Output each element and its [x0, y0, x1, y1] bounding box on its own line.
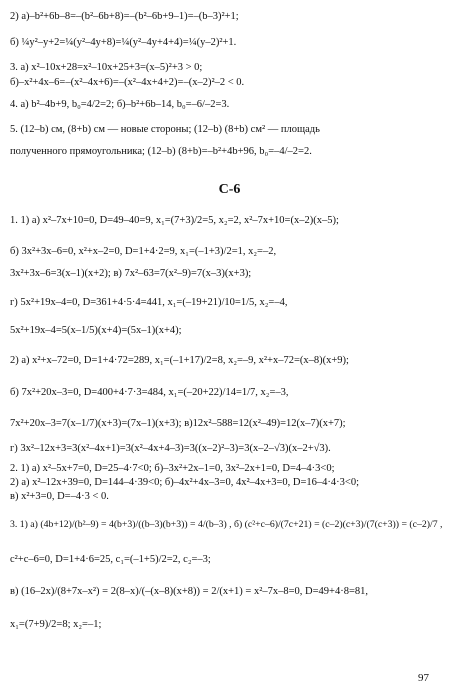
section-heading: С-6 [218, 182, 241, 197]
line-t2: 3. а) x²–10x+28=x²–10x+25+3=(x–5)²+3 > 0; [10, 62, 203, 73]
line-b15: x₁=(7+9)/2=8; x₂=–1; [10, 619, 102, 630]
line-b11: в) x²+3=0, D=–4·3 < 0. [10, 491, 109, 502]
line-b1: б) 3x²+3x–6=0, x²+x–2=0, D=1+4·2=9, x₁=(–1+3)/2=1, x₂=–2, [10, 246, 277, 257]
line-b4: 5x²+19x–4=5(x–1/5)(x+4)=(5x–1)(x+4); [10, 325, 182, 336]
line-b12: 3. 1) а) (4b+12)/(b²–9) = 4(b+3)/((b–3)(b+3)) = 4/(b–3) , б) (c²+c–6)/(7c+21) = (c–2)(c+3)/(7(c+3)) = (c–2)/7 , [10, 519, 443, 530]
line-b6: б) 7x²+20x–3=0, D=400+4·7·3=484, x₁=(–20+22)/14=1/7, x₂=–3, [10, 387, 289, 398]
page-number: 97 [418, 672, 429, 684]
line-b14: в) (16–2x)/(8+7x–x²) = 2(8–x)/(–(x–8)(x+8)) = 2/(x+1) = x²–7x–8=0, D=49+4·8=81, [10, 586, 368, 597]
line-t3: б)–x²+4x–6=–(x²–4x+6)=–(x²–4x+4+2)=–(x–2)²–2 < 0. [10, 77, 245, 88]
line-t4: 4. а) b²–4b+9, b₀=4/2=2; б)–b²+6b–14, b₀=–6/–2=3. [10, 99, 230, 110]
line-t6: полученного прямоугольника; (12–b) (8+b)=–b²+4b+96, b₀=–4/–2=2. [10, 146, 312, 157]
line-t5: 5. (12–b) см, (8+b) см — новые стороны; (12–b) (8+b) см² — площадь [10, 124, 320, 135]
line-t1: б) ¼y²–y+2=¼(y²–4y+8)=¼(y²–4y+4+4)=¼(y–2)²+1. [10, 37, 237, 48]
line-b9: 2. 1) а) x²–5x+7=0, D=25–4·7<0; б)–3x²+2x–1=0, 3x²–2x+1=0, D=4–4·3<0; [10, 463, 335, 474]
line-b3: г) 5x²+19x–4=0, D=361+4·5·4=441, x₁=(–19+21)/10=1/5, x₂=–4, [10, 297, 288, 308]
line-b0: 1. 1) а) x²–7x+10=0, D=49–40=9, x₁=(7+3)/2=5, x₂=2, x²–7x+10=(x–2)(x–5); [10, 215, 339, 226]
line-b10: 2) а) x²–12x+39=0, D=144–4·39<0; б)–4x²+4x–3=0, 4x²–4x+3=0, D=16–4·4·3<0; [10, 477, 360, 488]
line-b5: 2) а) x²+x–72=0, D=1+4·72=289, x₁=(–1+17)/2=8, x₂=–9, x²+x–72=(x–8)(x+9); [10, 355, 349, 366]
line-b7: 7x²+20x–3=7(x–1/7)(x+3)=(7x–1)(x+3); в)12x²–588=12(x²–49)=12(x–7)(x+7); [10, 418, 346, 429]
line-b13: c²+c–6=0, D=1+4·6=25, c₁=(–1+5)/2=2, c₂=–3; [10, 554, 211, 565]
line-t0: 2) а)–b²+6b–8=–(b²–6b+8)=–(b²–6b+9–1)=–(b–3)²+1; [10, 11, 239, 22]
line-b2: 3x²+3x–6=3(x–1)(x+2); в) 7x²–63=7(x²–9)=7(x–3)(x+3); [10, 268, 252, 279]
line-b8: г) 3x²–12x+3=3(x²–4x+1)=3(x²–4x+4–3)=3((x–2)²–3)=3(x–2–√3)(x–2+√3). [10, 443, 331, 454]
